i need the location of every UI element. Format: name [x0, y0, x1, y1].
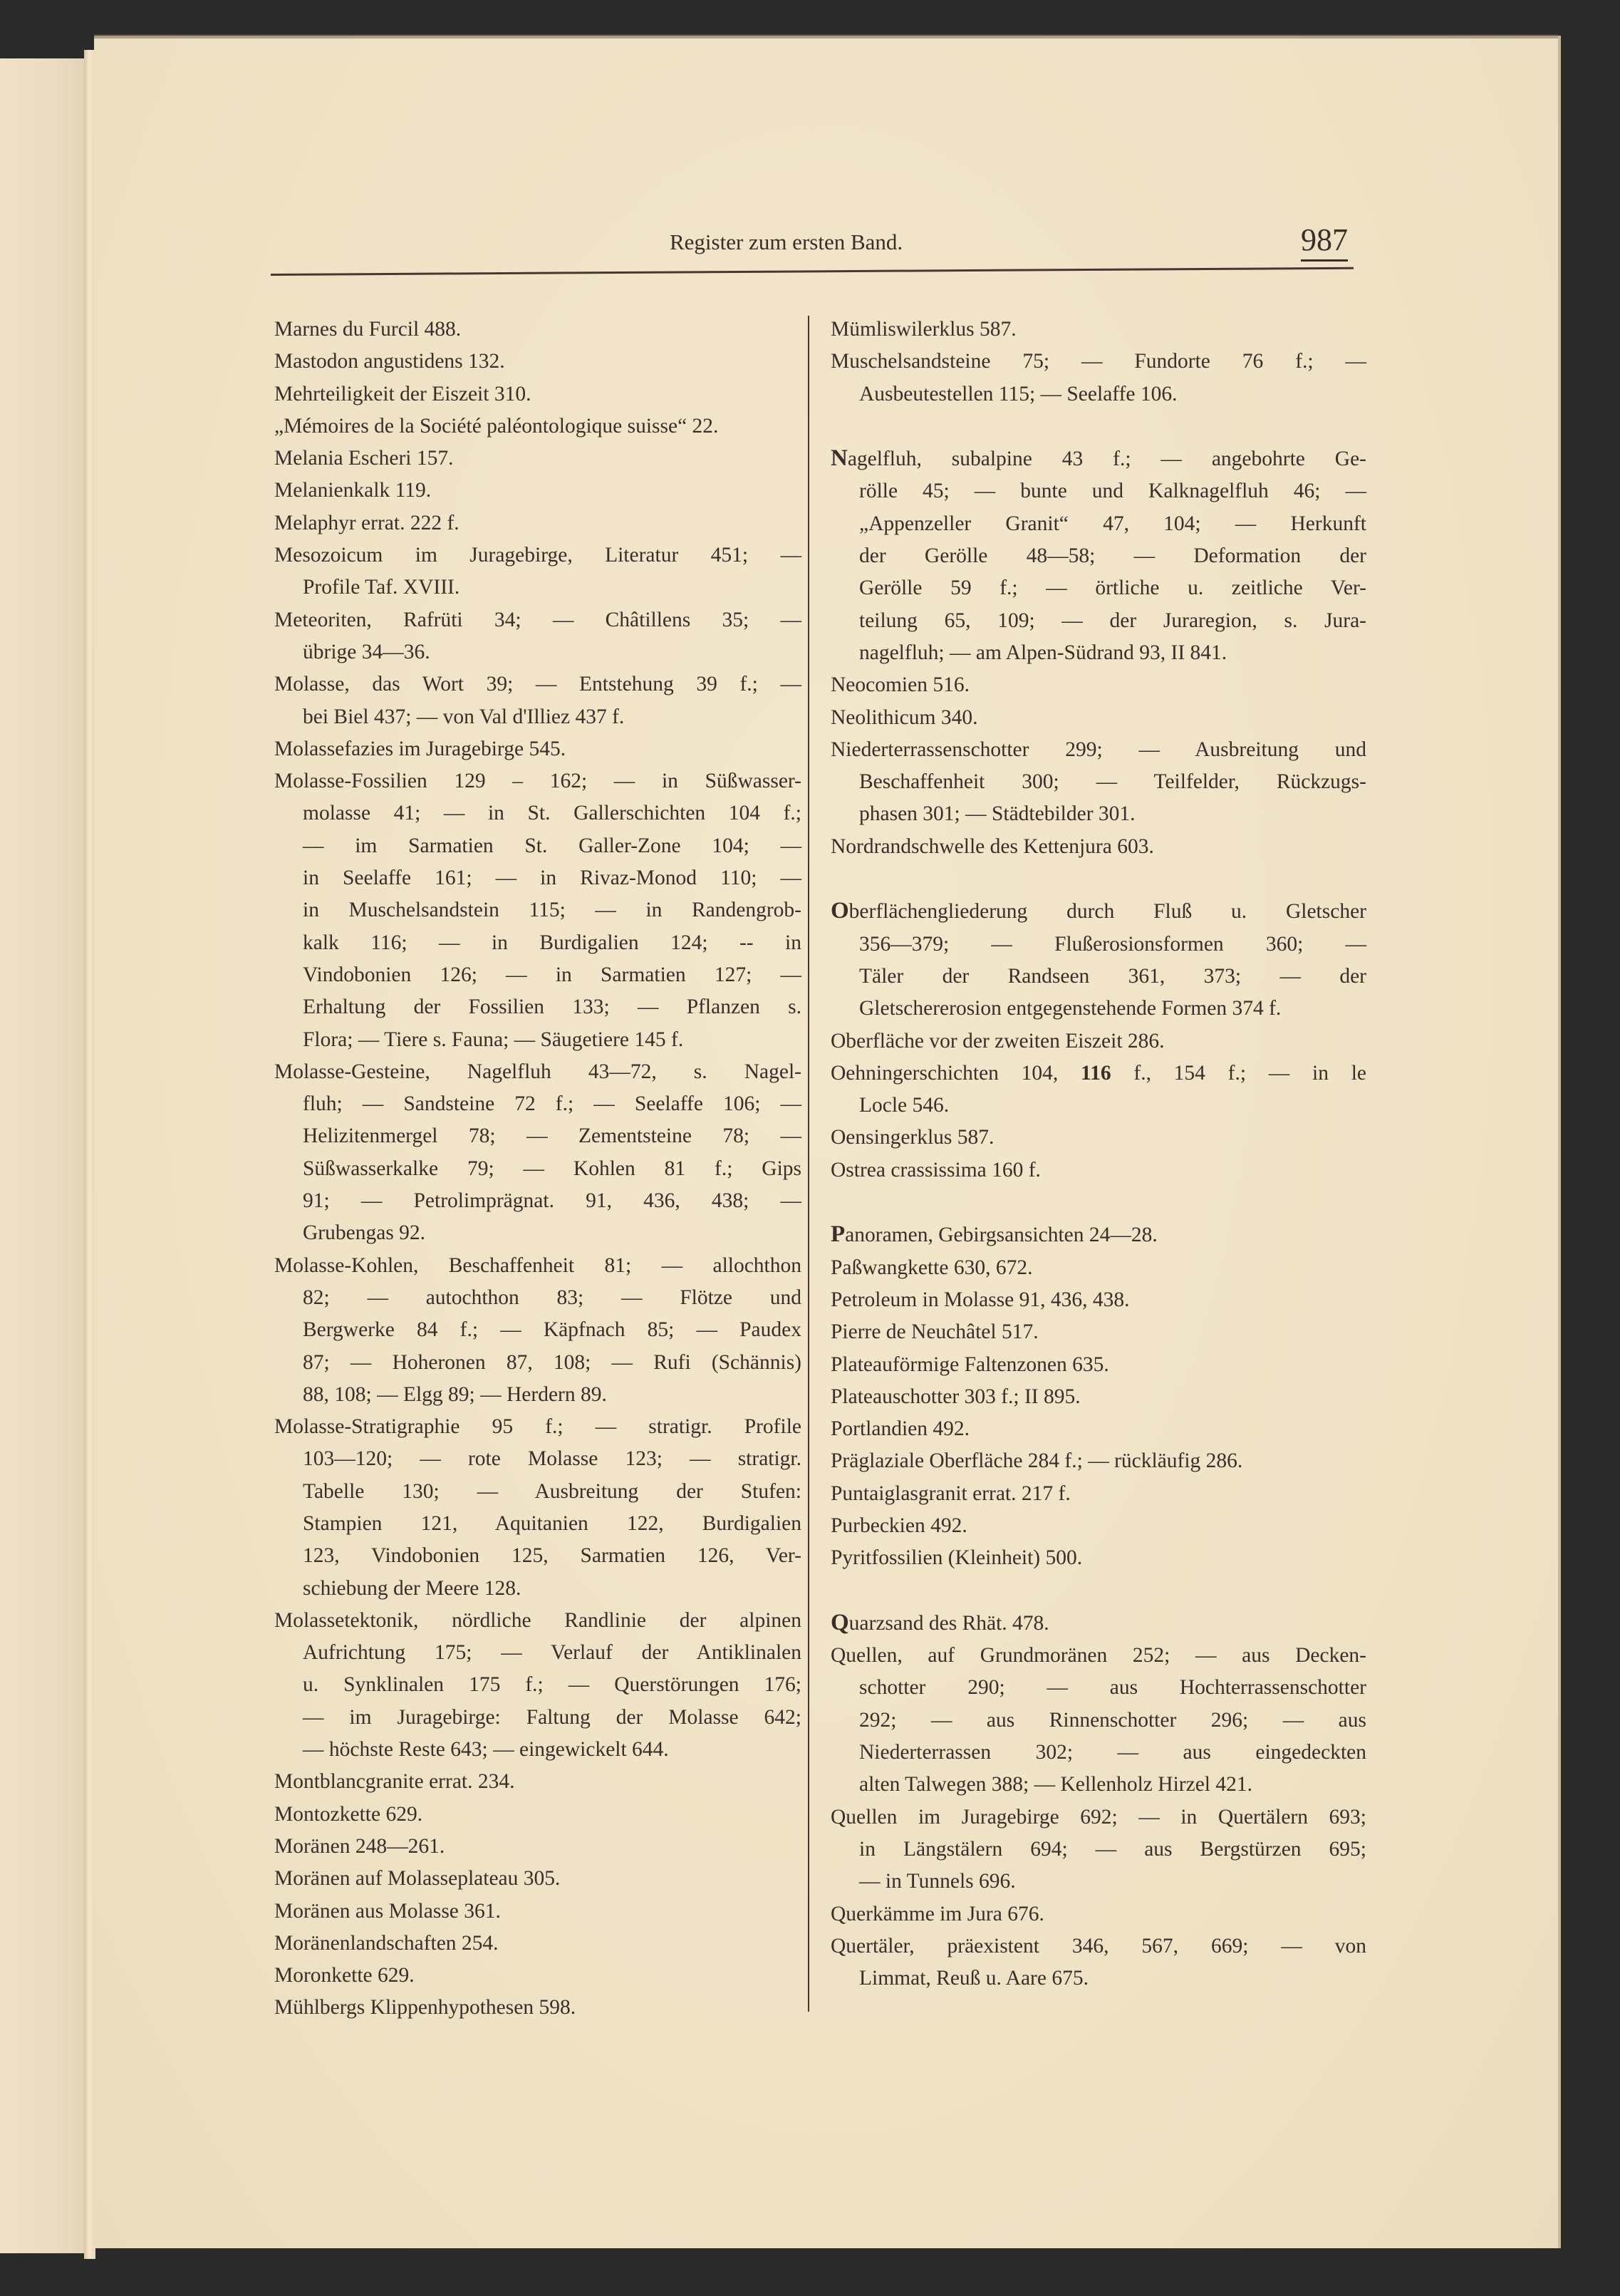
- index-entry-text: Mehrteiligkeit der Eiszeit 310.: [274, 382, 531, 405]
- index-entry: [274, 604, 801, 669]
- index-entry: [274, 765, 801, 1056]
- index-entry-text: — in Tunnels 696.: [859, 1870, 1016, 1893]
- index-entry-text: Neolithicum 340.: [831, 705, 978, 729]
- index-entry: [274, 1928, 801, 1960]
- index-entry-text: agelfluh, subalpine 43 f.; — angebohrte Ge-: [847, 448, 1366, 471]
- index-entry-head-line: [831, 1445, 1366, 1477]
- index-entry-head-line: [831, 1025, 1366, 1057]
- index-entry-text: in Längstälern 694; — aus Bergstürzen 695;: [859, 1837, 1366, 1861]
- index-entry-continuation-line: [831, 475, 1366, 507]
- index-entry-text: anoramen, Gebirgsansichten 24—28.: [845, 1224, 1158, 1247]
- index-entry-text: Aufrichtung 175; — Verlauf der Antiklinalen: [303, 1641, 801, 1665]
- index-entry-text: schotter 290; — aus Hochterrassenschotter: [859, 1676, 1366, 1700]
- index-entry-text: — im Juragebirge: Faltung der Molasse 642;: [303, 1705, 801, 1729]
- index-entry: [831, 895, 1366, 1025]
- index-entry-text: „Mémoires de la Société paléontologique suisse“ 22.: [274, 414, 719, 438]
- index-entry: [831, 346, 1366, 410]
- index-entry-continuation-line: [831, 1737, 1366, 1769]
- index-entry: [831, 443, 1366, 669]
- index-entry-text: Mastodon angustidens 132.: [274, 350, 505, 373]
- index-entry: [831, 1122, 1366, 1154]
- index-entry-text: uarzsand des Rhät. 478.: [848, 1611, 1049, 1635]
- index-entry-text: Profile Taf. XVIII.: [303, 576, 460, 599]
- index-entry-text: Muschelsandsteine 75; — Fundorte 76 f.; —: [831, 350, 1366, 373]
- page-number: 987: [1301, 221, 1348, 262]
- index-entry-continuation-line: [831, 378, 1366, 410]
- index-entry-continuation-line: [274, 1443, 801, 1475]
- index-entry-text: Ostrea crassissima 160 f.: [831, 1158, 1041, 1181]
- index-entry-text: Querkämme im Jura 676.: [831, 1902, 1044, 1925]
- index-entry: [831, 1219, 1366, 1251]
- index-entry-head-line: [274, 1928, 801, 1960]
- index-entry-head-line: [831, 1413, 1366, 1445]
- index-entry-head-line: [831, 702, 1366, 734]
- index-entry-text: Mühlbergs Klippenhypothesen 598.: [274, 1996, 576, 2020]
- section-initial-letter: N: [831, 445, 848, 472]
- index-entry-text: Quellen, auf Grundmoränen 252; — aus Decken-: [831, 1644, 1366, 1667]
- section-initial-letter: P: [831, 1221, 846, 1248]
- index-entry-text: kalk 116; — in Burdigalien 124; -- in: [303, 931, 801, 954]
- index-entry: [274, 1250, 801, 1411]
- index-entry-continuation-line: [274, 830, 801, 862]
- index-entry-text: f., 154 f.; — in le: [1111, 1061, 1366, 1085]
- index-entry-continuation-line: [831, 1672, 1366, 1704]
- index-entry-head-line: [831, 1316, 1366, 1348]
- index-entry-text: Portlandien 492.: [831, 1417, 970, 1441]
- index-entry-text: Molasse-Gesteine, Nagelfluh 43—72, s. Nagel-: [274, 1060, 801, 1083]
- index-entry-text: Paßwangkette 630, 672.: [831, 1256, 1033, 1279]
- index-entry-continuation-line: [274, 1573, 801, 1605]
- index-entry: [274, 346, 801, 378]
- index-entry: [274, 507, 801, 539]
- index-entry-text: Erhaltung der Fossilien 133; — Pflanzen s.: [303, 996, 801, 1019]
- index-entry: [831, 1445, 1366, 1477]
- index-entry: [274, 1960, 801, 1992]
- index-entry-text: berflächengliederung durch Fluß u. Gletscher: [848, 900, 1366, 924]
- running-title: Register zum ersten Band.: [670, 229, 903, 254]
- index-entry-text: Helizitenmergel 78; — Zementsteine 78; —: [303, 1124, 801, 1148]
- index-entry-head-line: [274, 668, 801, 700]
- index-entry-head-line: [831, 734, 1366, 766]
- index-entry-text: Melanienkalk 119.: [274, 479, 432, 502]
- index-entry: [831, 314, 1366, 346]
- index-entry: [831, 1930, 1366, 1995]
- index-entry-continuation-line: [831, 572, 1366, 604]
- index-entry-text: Täler der Randseen 361, 373; — der: [859, 964, 1366, 988]
- index-entry-text: Gerölle 59 f.; — örtliche u. zeitliche Ver-: [859, 576, 1366, 600]
- index-entry-text: Meteoriten, Rafrüti 34; — Châtillens 35; —: [274, 608, 801, 631]
- index-entry-head-line: [831, 1349, 1366, 1381]
- index-entry-text: Melania Escheri 157.: [274, 447, 454, 470]
- index-entry-continuation-line: [274, 1476, 801, 1508]
- section-gap: [831, 1575, 1366, 1607]
- index-entry-continuation-line: [274, 1217, 801, 1249]
- index-entry-text: „Appenzeller Granit“ 47, 104; — Herkunft: [859, 512, 1366, 535]
- index-entry: [274, 1056, 801, 1250]
- index-entry-text: Beschaffenheit 300; — Teilfelder, Rückzugs-: [859, 770, 1366, 794]
- index-entry-continuation-line: [274, 1637, 801, 1669]
- index-entry-continuation-line: [274, 991, 801, 1023]
- index-entry-text: Quellen im Juragebirge 692; — in Quertälern 693;: [831, 1805, 1366, 1829]
- index-entry-text: Oberfläche vor der zweiten Eiszeit 286.: [831, 1029, 1165, 1053]
- index-entry-text: Molasse-Stratigraphie 95 f.; — stratigr. Profile: [274, 1415, 801, 1439]
- index-entry: [831, 1381, 1366, 1413]
- index-entry-continuation-line: [274, 1282, 801, 1314]
- index-entry-head-line: [274, 1411, 801, 1443]
- index-entry: [274, 733, 801, 765]
- bold-page-reference: 116: [1081, 1061, 1111, 1085]
- index-entry-text: in Muschelsandstein 115; — in Randengrob-: [303, 899, 801, 922]
- index-entry-text: alten Talwegen 388; — Kellenholz Hirzel 421.: [859, 1773, 1252, 1796]
- section-initial-letter: Q: [831, 1609, 849, 1635]
- index-entry-text: bei Biel 437; — von Val d'Illiez 437 f.: [303, 705, 625, 728]
- index-entry-continuation-line: [274, 1024, 801, 1056]
- index-entry-text: Niederterrassenschotter 299; — Ausbreitung und: [831, 738, 1366, 761]
- index-entry-continuation-line: [831, 508, 1366, 540]
- index-entry-text: übrige 34—36.: [303, 640, 430, 663]
- index-entry-text: Petroleum in Molasse 91, 436, 438.: [831, 1288, 1130, 1311]
- index-entry-text: Vindobonien 126; — in Sarmatien 127; —: [303, 963, 801, 986]
- index-entry-text: phasen 301; — Städtebilder 301.: [859, 802, 1136, 826]
- index-entry-head-line: [274, 1960, 801, 1992]
- index-entry: [274, 539, 801, 604]
- index-entry-continuation-line: [274, 959, 801, 991]
- index-entry-head-line: [831, 314, 1366, 346]
- index-entry-text: Puntaiglasgranit errat. 217 f.: [831, 1481, 1071, 1505]
- index-entry-head-line: [831, 1284, 1366, 1316]
- index-entry-text: Niederterrassen 302; — aus eingedeckten: [859, 1741, 1366, 1764]
- index-entry-head-line: [831, 1478, 1366, 1510]
- index-entry-text: Molasse-Kohlen, Beschaffenheit 81; — allochthon: [274, 1253, 801, 1277]
- index-entry-head-line: [831, 346, 1366, 378]
- index-entry-head-line: [274, 410, 801, 443]
- index-entry-text: Molassetektonik, nördliche Randlinie der alpinen: [274, 1608, 801, 1632]
- index-entry-text: Flora; — Tiere s. Fauna; — Säugetiere 145 f.: [303, 1028, 684, 1051]
- index-entry-continuation-line: [274, 1702, 801, 1734]
- index-entry-text: Purbeckien 492.: [831, 1514, 967, 1537]
- index-entry-text: Tabelle 130; — Ausbreitung der Stufen:: [303, 1479, 801, 1503]
- index-entry: [274, 1992, 801, 2024]
- index-entry-head-line: [274, 314, 801, 346]
- index-entry-head-line: [831, 1154, 1366, 1186]
- index-entry-text: in Seelaffe 161; — in Rivaz-Monod 110; —: [303, 867, 801, 890]
- index-entry-continuation-line: [831, 1834, 1366, 1866]
- index-entry-head-line: [831, 1219, 1366, 1251]
- index-entry-continuation-line: [274, 1153, 801, 1185]
- index-entry-text: Neocomien 516.: [831, 673, 970, 697]
- index-entry-head-line: [274, 475, 801, 507]
- index-entry-head-line: [831, 1930, 1366, 1963]
- column-divider: [808, 316, 809, 2012]
- index-entry-text: Pyritfossilien (Kleinheit) 500.: [831, 1546, 1083, 1570]
- index-entry: [831, 1478, 1366, 1510]
- index-entry: [831, 1801, 1366, 1898]
- index-entry-continuation-line: [831, 1769, 1366, 1801]
- index-entry-continuation-line: [274, 1734, 801, 1766]
- index-entry-text: Montozkette 629.: [274, 1802, 423, 1826]
- index-entry-text: Süßwasserkalke 79; — Kohlen 81 f.; Gips: [303, 1157, 801, 1180]
- index-entry-text: Marnes du Furcil 488.: [274, 318, 462, 341]
- index-entry-text: Limmat, Reuß u. Aare 675.: [859, 1967, 1089, 1990]
- index-entry-text: Nordrandschwelle des Kettenjura 603.: [831, 834, 1154, 858]
- index-entry-text: der Gerölle 48—58; — Deformation der: [859, 544, 1366, 568]
- index-entry-head-line: [831, 1510, 1366, 1542]
- index-entry-head-line: [274, 378, 801, 410]
- index-entry-continuation-line: [831, 637, 1366, 669]
- index-entry-text: Moränen aus Molasse 361.: [274, 1899, 501, 1923]
- index-entry-text: Moränen 248—261.: [274, 1834, 445, 1858]
- index-entry: [831, 1025, 1366, 1057]
- index-entry-text: 82; — autochthon 83; — Flötze und: [303, 1286, 801, 1309]
- index-entry-head-line: [274, 539, 801, 572]
- index-entry-text: 87; — Hoheronen 87, 108; — Rufi (Schännis): [303, 1350, 801, 1374]
- index-entry-text: Melaphyr errat. 222 f.: [274, 511, 459, 534]
- index-entry-head-line: [274, 1863, 801, 1895]
- index-entry-head-line: [274, 1896, 801, 1928]
- index-entry-continuation-line: [274, 1120, 801, 1152]
- index-entry-continuation-line: [274, 1540, 801, 1572]
- index-entry-text: 88, 108; — Elgg 89; — Herdern 89.: [303, 1382, 607, 1406]
- index-entry-continuation-line: [274, 1347, 801, 1379]
- index-entry-text: Ausbeutestellen 115; — Seelaffe 106.: [859, 382, 1178, 405]
- index-entry-text: 103—120; — rote Molasse 123; — stratigr.: [303, 1447, 801, 1471]
- index-entry: [274, 668, 801, 733]
- index-entry-continuation-line: [274, 1185, 801, 1217]
- index-entry-head-line: [274, 1799, 801, 1831]
- index-entry: [831, 1284, 1366, 1316]
- index-entry-continuation-line: [274, 572, 801, 604]
- index-entry: [831, 1607, 1366, 1640]
- index-entry-head-line: [274, 1766, 801, 1798]
- index-entry-continuation-line: [274, 862, 801, 894]
- index-entry-head-line: [831, 443, 1366, 475]
- index-entry-text: Molasse-Fossilien 129 – 162; — in Süßwasser-: [274, 770, 801, 793]
- index-entry: [274, 1766, 801, 1798]
- index-entry-head-line: [831, 1801, 1366, 1834]
- index-entry-head-line: [831, 669, 1366, 701]
- index-entry-continuation-line: [831, 1963, 1366, 1995]
- index-entry-text: fluh; — Sandsteine 72 f.; — Seelaffe 106; —: [303, 1092, 801, 1116]
- index-entry-text: Moronkette 629.: [274, 1964, 415, 1987]
- index-entry: [831, 1252, 1366, 1284]
- index-entry-text: Pierre de Neuchâtel 517.: [831, 1320, 1039, 1344]
- index-entry-continuation-line: [274, 701, 801, 733]
- index-entry-text: Stampien 121, Aquitanien 122, Burdigalien: [303, 1511, 801, 1535]
- index-entry-continuation-line: [274, 1669, 801, 1701]
- index-entry-head-line: [831, 1640, 1366, 1672]
- index-entry: [831, 1898, 1366, 1930]
- index-entry: [274, 1863, 801, 1895]
- index-entry-head-line: [274, 1992, 801, 2024]
- index-entry-continuation-line: [831, 766, 1366, 798]
- index-entry: [831, 1316, 1366, 1348]
- index-entry-text: Locle 546.: [859, 1094, 950, 1117]
- index-entry-continuation-line: [831, 605, 1366, 637]
- index-entry-head-line: [831, 1057, 1366, 1090]
- index-entry-head-line: [831, 895, 1366, 928]
- index-entry-continuation-line: [831, 929, 1366, 961]
- previous-page-edge: [0, 58, 87, 2253]
- index-entry-continuation-line: [274, 1314, 801, 1346]
- index-entry-continuation-line: [831, 993, 1366, 1025]
- index-entry-text: u. Synklinalen 175 f.; — Querstörungen 176;: [303, 1673, 801, 1697]
- index-entry: [831, 1057, 1366, 1122]
- index-entry-text: Moränenlandschaften 254.: [274, 1931, 499, 1955]
- index-column-left: [274, 314, 801, 2024]
- index-entry-continuation-line: [831, 1090, 1366, 1122]
- index-entry-text: Molassefazies im Juragebirge 545.: [274, 737, 566, 760]
- index-entry-text: Bergwerke 84 f.; — Käpfnach 85; — Paudex: [303, 1318, 801, 1342]
- index-entry-text: Plateauförmige Faltenzonen 635.: [831, 1353, 1109, 1376]
- index-entry-text: Mesozoicum im Juragebirge, Literatur 451; —: [274, 544, 801, 567]
- index-entry-head-line: [274, 604, 801, 636]
- index-column-right: [831, 314, 1366, 1995]
- index-entry-head-line: [274, 1605, 801, 1637]
- index-entry: [274, 378, 801, 410]
- index-entry-continuation-line: [831, 540, 1366, 572]
- index-entry-text: Moränen auf Molasseplateau 305.: [274, 1867, 561, 1891]
- index-entry-text: teilung 65, 109; — der Juraregion, s. Jura-: [859, 609, 1366, 632]
- section-gap: [831, 410, 1366, 443]
- index-entry-text: schiebung der Meere 128.: [303, 1576, 521, 1600]
- index-entry-continuation-line: [274, 797, 801, 829]
- index-entry-head-line: [831, 1542, 1366, 1574]
- index-entry-text: 91; — Petrolimprägnat. 91, 436, 438; —: [303, 1189, 801, 1213]
- index-entry-head-line: [831, 1381, 1366, 1413]
- index-entry-text: Gletschererosion entgegenstehende Formen 374 f.: [859, 997, 1282, 1020]
- index-entry: [831, 1349, 1366, 1381]
- index-entry-head-line: [831, 1607, 1366, 1640]
- index-entry-head-line: [831, 1122, 1366, 1154]
- index-entry-text: Mümliswilerklus 587.: [831, 318, 1017, 341]
- index-entry-continuation-line: [274, 894, 801, 926]
- index-entry-head-line: [274, 1250, 801, 1282]
- index-entry-head-line: [831, 1252, 1366, 1284]
- index-entry-text: 123, Vindobonien 125, Sarmatien 126, Ver-: [303, 1544, 801, 1568]
- index-entry-head-line: [831, 831, 1366, 863]
- index-entry: [831, 1640, 1366, 1801]
- index-entry-text: 356—379; — Flußerosionsformen 360; —: [859, 932, 1366, 956]
- index-entry-continuation-line: [274, 636, 801, 668]
- index-entry-head-line: [274, 507, 801, 539]
- index-entry: [274, 475, 801, 507]
- index-entry: [831, 702, 1366, 734]
- section-gap: [831, 863, 1366, 895]
- index-entry-head-line: [831, 1898, 1366, 1930]
- index-entry-text: Plateauschotter 303 f.; II 895.: [831, 1385, 1081, 1408]
- index-entry: [831, 734, 1366, 831]
- index-entry-head-line: [274, 443, 801, 475]
- index-entry-continuation-line: [831, 798, 1366, 830]
- index-entry-text: Oensingerklus 587.: [831, 1126, 995, 1149]
- index-entry-continuation-line: [274, 1508, 801, 1540]
- index-entry: [831, 1510, 1366, 1542]
- index-entry-continuation-line: [831, 961, 1366, 993]
- index-entry-continuation-line: [831, 1705, 1366, 1737]
- index-entry: [831, 831, 1366, 863]
- index-entry: [274, 1799, 801, 1831]
- index-entry: [274, 1411, 801, 1605]
- index-entry: [831, 1413, 1366, 1445]
- index-entry-continuation-line: [274, 1379, 801, 1411]
- index-entry-text: Molasse, das Wort 39; — Entstehung 39 f.; —: [274, 673, 801, 696]
- section-initial-letter: O: [831, 898, 849, 924]
- index-entry-text: — höchste Reste 643; — eingewickelt 644.: [303, 1738, 669, 1762]
- section-gap: [831, 1186, 1366, 1219]
- index-entry: [274, 443, 801, 475]
- index-entry-text: Oehningerschichten 104,: [831, 1061, 1081, 1085]
- index-entry: [831, 1154, 1366, 1186]
- index-entry: [831, 1542, 1366, 1574]
- index-entry-head-line: [274, 733, 801, 765]
- index-entry: [274, 314, 801, 346]
- index-entry-text: Montblancgranite errat. 234.: [274, 1770, 515, 1794]
- index-entry-text: 292; — aus Rinnenschotter 296; — aus: [859, 1708, 1366, 1732]
- index-entry: [274, 1831, 801, 1863]
- index-entry-text: molasse 41; — in St. Gallerschichten 104 f.;: [303, 802, 801, 825]
- index-entry: [274, 410, 801, 443]
- index-entry: [831, 669, 1366, 701]
- index-entry-text: — im Sarmatien St. Galler-Zone 104; —: [303, 834, 801, 857]
- index-entry-continuation-line: [274, 1088, 801, 1120]
- index-entry-text: rölle 45; — bunte und Kalknagelfluh 46; —: [859, 480, 1366, 503]
- index-entry-head-line: [274, 346, 801, 378]
- page-top-edge: [94, 34, 1558, 38]
- index-entry-text: Quertäler, präexistent 346, 567, 669; — von: [831, 1934, 1366, 1958]
- index-entry-head-line: [274, 1056, 801, 1088]
- index-entry-head-line: [274, 765, 801, 797]
- index-entry: [274, 1605, 801, 1766]
- index-entry-text: Grubengas 92.: [303, 1221, 426, 1245]
- index-entry-head-line: [274, 1831, 801, 1863]
- index-entry-continuation-line: [274, 927, 801, 959]
- index-entry: [274, 1896, 801, 1928]
- index-entry-continuation-line: [831, 1866, 1366, 1898]
- index-entry-text: nagelfluh; — am Alpen-Südrand 93, II 841.: [859, 641, 1227, 664]
- index-entry-text: Präglaziale Oberfläche 284 f.; — rückläufig 286.: [831, 1449, 1243, 1473]
